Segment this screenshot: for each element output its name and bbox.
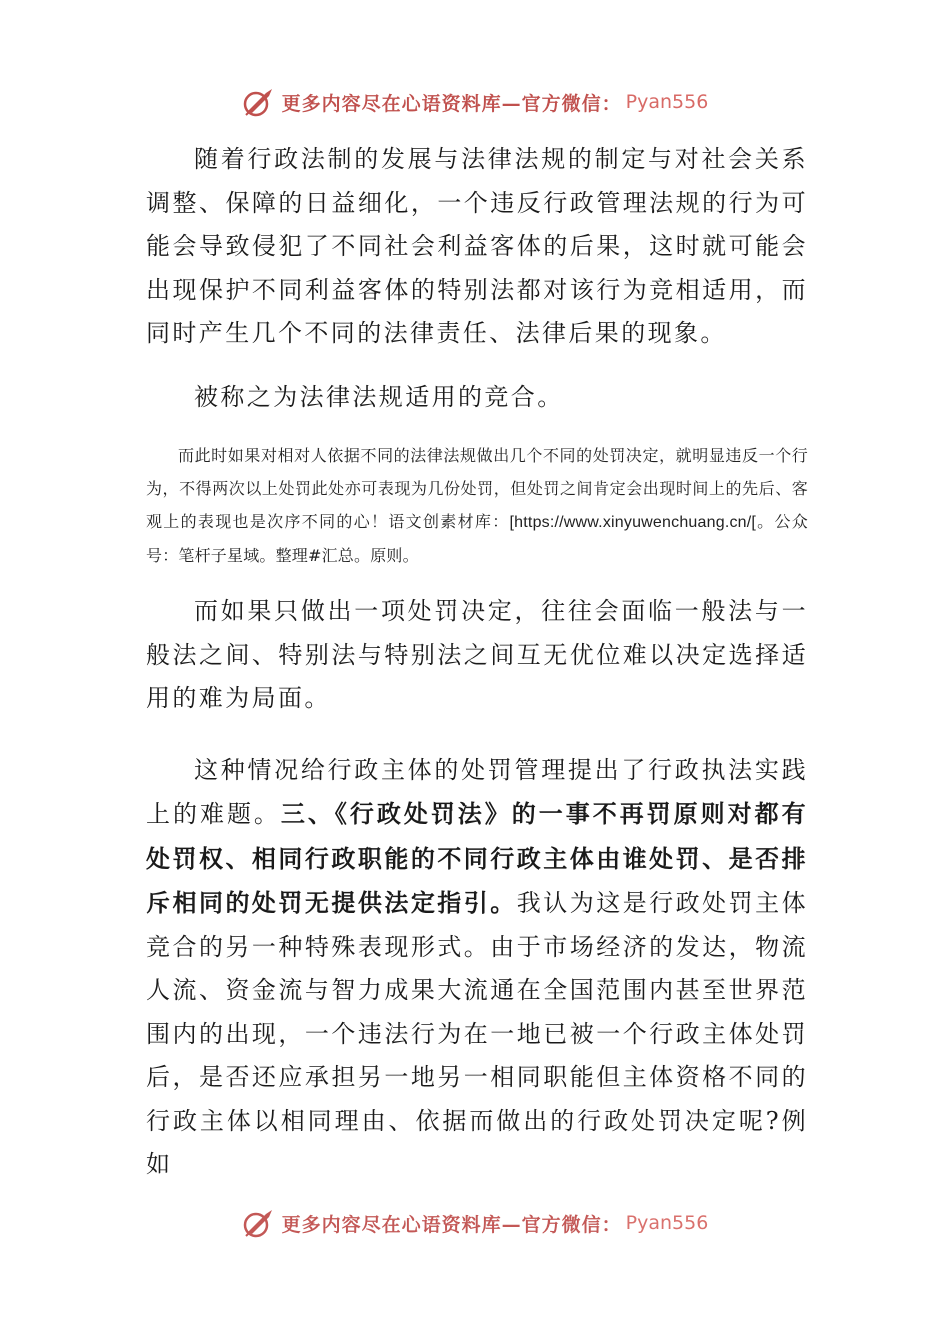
- paragraph-3-url: [https://www.xinyuwenchuang.cn/[: [509, 514, 757, 531]
- paragraph-4: 而如果只做出一项处罚决定，往往会面临一般法与一般法之间、特别法与特别法之间互无优位难以决定选择适用的难为局面。: [146, 597, 808, 712]
- paragraph-1: 随着行政法制的发展与法律法规的制定与对社会关系调整、保障的日益细化，一个违反行政管理法规的行为可能会导致侵犯了不同社会利益客体的后果，这时就可能会出现保护不同利益客体的特别法都对该行为竞相适用，而同时产生几个不同的法律责任、法律后果的现象。: [146, 145, 808, 347]
- footer-banner-text: 更多内容尽在心语资料库—官方微信：: [281, 1213, 622, 1236]
- header-banner: [0, 82, 950, 122]
- paragraph-5-end: 我认为这是行政处罚主体竞合的另一种特殊表现形式。由于市场经济的发达，物流人流、资金流与智力成果大流通在全国范围内甚至世界范围内的出现，一个违法行为在一地已被一个行政主体处罚后，是否还应承担另一地另一相同职能但主体资格不同的行政主体以相同理由、依据而做出的行政处罚决定呢?例如: [146, 889, 808, 1178]
- paragraph-3: [146, 439, 808, 572]
- header-banner-wechat-id: Pyan556: [625, 91, 709, 113]
- paragraph-3-main: 而此时如果对相对人依据不同的法律法规做出几个不同的处罚决定，就明显违反一个行为，不得两次以上处罚此处亦可表现为几份处罚，但处罚之间肯定会出现时间上的先后、客观上的表现也是次序不同的心！语文创素材库：: [146, 446, 808, 531]
- pen-logo-icon: [242, 1206, 276, 1240]
- paragraph-5: [146, 749, 808, 1187]
- paragraph-5-bold: 三、《行政处罚法》的一事不再罚原则对都有处罚权、相同行政职能的不同行政主体由谁处罚、是否排斥相同的处罚无提供法定指引。: [146, 799, 809, 917]
- document-body: [146, 138, 808, 1187]
- footer-banner-wechat-id: Pyan556: [625, 1212, 709, 1234]
- paragraph-5-start: 这种情况给行政主体的处罚管理提出了行政执法实践上的难题。: [146, 755, 808, 828]
- paragraph-3-tail: 。公众号：笔杆子星域。整理#汇总。原则。: [146, 512, 808, 565]
- paragraph-2: 被称之为法律法规适用的竞合。: [194, 382, 564, 411]
- pen-logo-icon: [242, 85, 276, 119]
- header-banner-text: 更多内容尽在心语资料库—官方微信：: [281, 92, 622, 115]
- footer-banner: [0, 1206, 950, 1240]
